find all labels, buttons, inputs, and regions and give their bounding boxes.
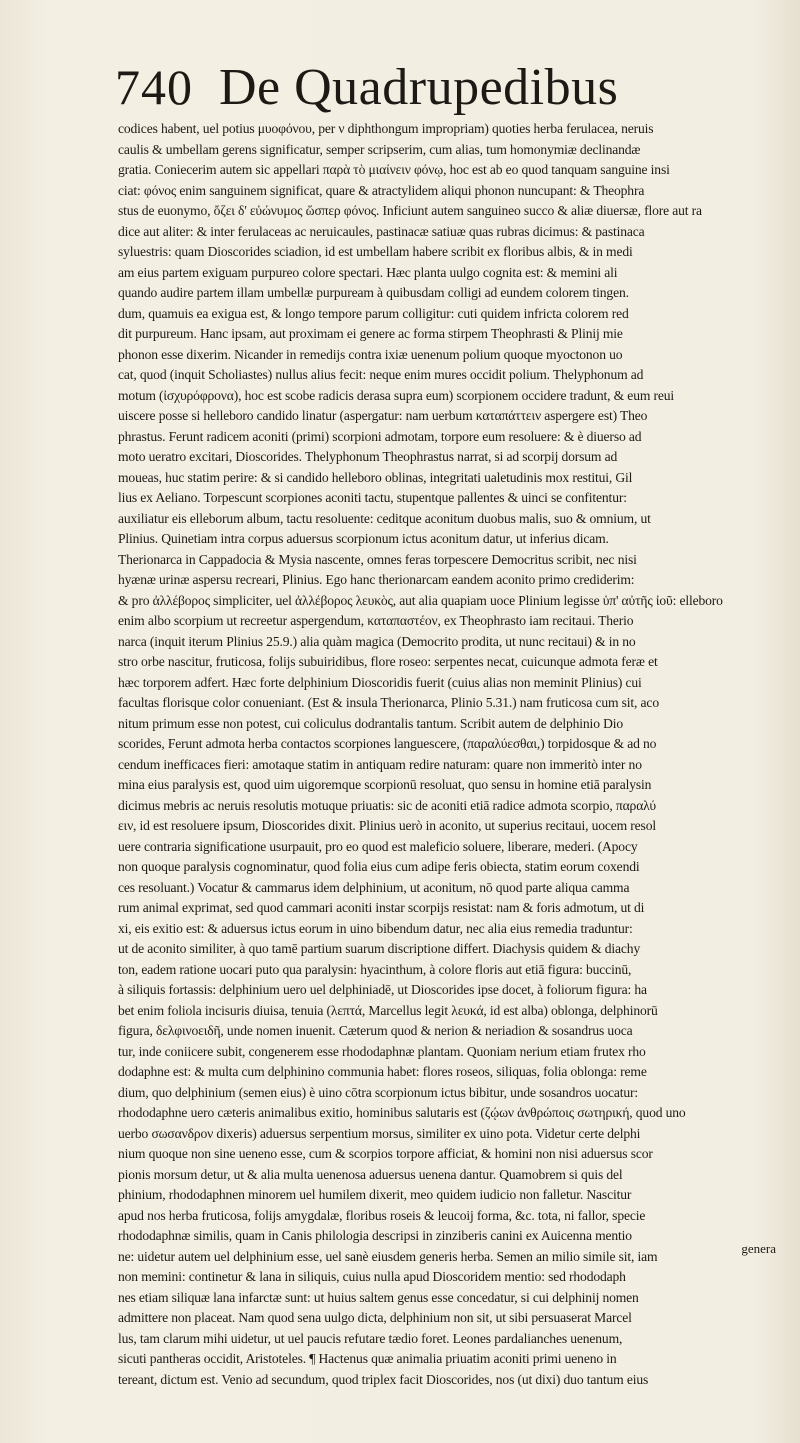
text-line: tur, inde coniicere subit, congenerem esse rhododaphnæ plantam. Quoniam nerium etiam frutex rho xyxy=(118,1043,646,1059)
text-line: ne: uidetur autem uel delphinium esse, uel sanè eiusdem generis herba. Semen an milio simile sit, iam xyxy=(118,1248,658,1264)
text-line: stus de euonymo, ὄζει δ' εὐώνυμος ὥσπερ φόνος. Inficiunt autem sanguineo succo & aliæ diuersæ, flore aut ra xyxy=(118,203,702,218)
text-line: rhododaphne uero cæteris animalibus exitio, hominibus salutaris est (ζῴων ἀνθρώποις σωτηρική, quod uno xyxy=(118,1105,686,1120)
catchword: genera xyxy=(741,1241,776,1256)
running-title: De Quadrupedibus xyxy=(219,59,619,116)
text-line: dium, quo delphinium (semen eius) è uino cōtra scorpionum ictus bibitur, unde sosandros uocatur: xyxy=(118,1084,639,1100)
text-line: non memini: continetur & lana in siliquis, cuius nulla apud Dioscoridem mentio: sed rhododaph xyxy=(118,1269,626,1284)
text-line: hæc torporem adfert. Hæc forte delphinium Dioscoridis fuerit (cuius alias non meminit Plinius) cui xyxy=(118,674,642,690)
text-line: non quoque paralysis cognominatur, quod folia eius cum adipe feris obiecta, statim eorum coxendi xyxy=(118,859,640,874)
text-line: rum animal exprimat, sed quod cammari aconiti instar scorpijs resistat: nam & foris admotum, ut di xyxy=(118,900,645,915)
text-line: apud nos herba fruticosa, folijs amygdalæ, floribus roseis & leucoij forma, &c. tota, ni fallor, specie xyxy=(118,1207,646,1223)
text-line: sicuti pantheras occidit, Aristoteles. ¶ Hactenus quæ animalia priuatim aconiti primi ueneno in xyxy=(118,1351,617,1366)
text-line: à siliquis fortassis: delphinium uero uel delphiniadē, ut Dioscorides ipse docet, à foliorum figura: ha xyxy=(118,982,647,997)
text-line: nitum primum esse non potest, cui coliculus dodrantalis tantum. Scribit autem de delphinio Dio xyxy=(118,715,624,731)
text-line: dice aut aliter: & inter ferulaceas ac neruicaules, pastinacæ satiuæ quas rubras dicimus: & pastinaca xyxy=(118,223,645,239)
text-line: gratia. Coniecerim autem sic appellari παρὰ τὸ μιαίνειν φόνῳ, hoc est ab eo quod tanquam sanguine insi xyxy=(118,162,670,177)
text-line: xi, eis exitio est: & aduersus ictus eorum in uino bibendum datur, nec alia eius remedia traduntur: xyxy=(118,920,633,936)
text-line: am eius partem exiguam purpureo colore spectari. Hæc planta uulgo cognita est: & memini ali xyxy=(118,264,618,280)
text-line: codices habent, uel potius μυοφόνου, per ν diphthongum impropriam) quoties herba ferulacea, neruis xyxy=(118,121,654,136)
text-line: stro orbe nascitur, fruticosa, folijs subuiridibus, flore roseo: serpentes necat, cuicunque admota feræ et xyxy=(118,654,658,669)
body-text xyxy=(118,119,794,1390)
text-line: phinium, rhododaphnen minorem uel humilem dixerit, meo quidem iudicio non falletur. Nascitur xyxy=(118,1187,632,1202)
text-line: motum (ἰσχυρόφρονα), hoc est scobe radicis derasa supra eum) scorpionem occidere tradunt, & eum reui xyxy=(118,387,675,403)
page-header xyxy=(115,59,715,122)
text-line: cat, quod (inquit Scholiastes) nullus alius fecit: neque enim mures occidit polium. Thelyphonum ad xyxy=(118,367,644,382)
text-line: figura, δελφινοειδῆ, unde nomen inuenit. Cæterum quod & nerion & neriadion & sosandrus uoca xyxy=(118,1023,633,1038)
text-line: Therionarca in Cappadocia & Mysia nascente, omnes feras torpescere Democritus scribit, nec nisi xyxy=(118,551,637,567)
text-line: dum, quamuis ea exigua est, & longo tempore parum colligitur: cuti quidem infricta colorem red xyxy=(118,305,629,321)
text-line: ciat: φόνος enim sanguinem significat, quare & atractylidem aliqui phonon nuncupant: & Theophra xyxy=(118,182,645,198)
text-line: scorides, Ferunt admota herba contactos scorpiones languescere, (παραλύεσθαι,) torpidosque & ad no xyxy=(118,736,657,751)
text-line: nes etiam siliquæ lana infarctæ sunt: ut huius saltem genus esse concedatur, si cui delphinij nomen xyxy=(118,1289,639,1305)
text-line: dodaphne est: & multa cum delphinino communia habet: flores roseos, siliquas, folia oblonga: reme xyxy=(118,1064,647,1079)
text-line: facultas florisque color conueniant. (Est & insula Therionarca, Plinio 5.31.) nam fruticosa cum sit, aco xyxy=(118,695,659,710)
text-line: uiscere posse si helleboro candido linatur (aspergatur: nam uerbum καταπάττειν aspergere est) Theo xyxy=(118,408,648,423)
text-line: bet enim foliola incisuris diuisa, tenuia (λεπτά, Marcellus legit λευκά, id est alba) oblonga, delphinorū xyxy=(118,1002,658,1018)
text-line: moueas, huc statim perire: & si candido helleboro oblinas, integritati ualetudinis mox restitui, Gil xyxy=(118,469,633,485)
text-line: narca (inquit iterum Plinius 25.9.) alia quàm magica (Democrito prodita, ut nunc recitaui) & in no xyxy=(118,633,636,649)
text-line: pionis morsum detur, ut & alia multa uenenosa aduersus uenena dantur. Quamobrem si quis del xyxy=(118,1166,623,1182)
text-line: uere contraria significatione usurpauit, pro eo quod est maleficio soluere, liberare, mederi. (Apocy xyxy=(118,838,638,854)
text-line: hyænæ urinæ aspersu recreari, Plinius. Ego hanc therionarcam eandem aconito primo crediderim: xyxy=(118,572,635,587)
text-line: cendum inefficaces fieri: amotaque statim in antiquam redire naturam: quare non immeritò inter no xyxy=(118,756,642,772)
text-line: auxiliatur eis elleborum album, tactu resoluente: ceditque aconitum duobus malis, suo & omnium, ut xyxy=(118,510,651,526)
text-line: caulis & umbellam gerens significatur, semper scripserim, cum alias, tum homonymiæ declinandæ xyxy=(118,141,641,157)
page-number: 740 xyxy=(115,59,193,115)
text-line: phonon esse dixerim. Nicander in remedijs contra ixiæ uenenum polium quoque myoctonon uo xyxy=(118,346,623,362)
text-line: syluestris: quam Dioscorides sciadion, id est umbellam habere scribit ex floribus albis, & in medi xyxy=(118,244,633,259)
text-line: dicimus mebris ac neruis resolutis motuque priuatis: sic de aconiti etiā radice admota scorpio, παραλύ xyxy=(118,797,656,813)
text-line: ειν, id est resoluere ipsum, Dioscorides dixit. Plinius uerò in aconito, ut superius recitaui, uocem resol xyxy=(118,818,656,833)
text-line: quando audire partem illam umbellæ purpuream à quibusdam colligi ad eundem colorem tingen. xyxy=(118,285,629,300)
text-line: phrastus. Ferunt radicem aconiti (primi) scorpioni admotam, torpore eum resoluere: & è diuerso ad xyxy=(118,428,642,444)
text-line: enim albo scorpium ut recreetur aspergendum, καταπαστέον, ex Theophrasto iam recitaui. Therio xyxy=(118,613,634,628)
text-line: lius ex Aeliano. Torpescunt scorpiones aconiti tactu, stupentque pallentes & uinci se confitentur: xyxy=(118,490,627,505)
text-line: dit purpureum. Hanc ipsam, aut proximam ei genere ac forma stirpem Theophrasti & Plinij mie xyxy=(118,326,623,341)
text-line: moto ueratro excitari, Dioscorides. Thelyphonum Theophrastus narrat, si ad scorpij dorsum ad xyxy=(118,449,618,464)
text-line: & pro ἀλλέβορος simpliciter, uel ἀλλέβορος λευκὸς, aut alia quapiam uoce Plinium legisse ὑπ' αὐτῆς ἰοῦ: elleboro xyxy=(118,592,723,608)
text-line: mina eius paralysis est, quod uim uigoremque scorpionū resoluat, quo sensu in homine etiā paralysin xyxy=(118,777,652,792)
text-line: ton, eadem ratione uocari puto qua paralysin: hyacinthum, à colore floris aut etiā figura: buccinū, xyxy=(118,961,632,977)
text-line: admittere non placeat. Nam quod sena uulgo dicta, delphinium non sit, ut sibi persuaserat Marcel xyxy=(118,1310,632,1325)
text-line: lus, tam clarum mihi uidetur, ut uel paucis refutare tædio foret. Leones pardalianches uenenum, xyxy=(118,1330,623,1346)
text-line: uerbo σωσανδρον dixeris) aduersus serpentium morsus, similiter ex uino pota. Videtur certe delphi xyxy=(118,1125,641,1141)
text-line: rhododaphnæ similis, quam in Canis philologia descripsi in zinziberis canini ex Auicenna mentio xyxy=(118,1228,632,1243)
text-line: ut de aconito similiter, à quo tamē partium suarum discriptione differt. Diachysis quidem & diachy xyxy=(118,941,641,956)
text-line: ces resoluant.) Vocatur & cammarus idem delphinium, ut aconitum, nō quod parte aliqua camma xyxy=(118,879,630,895)
text-line: tereant, dictum est. Venio ad secundum, quod triplex facit Dioscorides, nos (ut dixi) duo tantum eius xyxy=(118,1371,649,1387)
text-line: Plinius. Quinetiam intra corpus aduersus scorpionum ictus aconitum datur, ut inferius dicam. xyxy=(118,531,609,546)
text-line: nium quoque non sine ueneno esse, cum & scorpios torpore afficiat, & homini non nisi aduersus scor xyxy=(118,1146,653,1161)
